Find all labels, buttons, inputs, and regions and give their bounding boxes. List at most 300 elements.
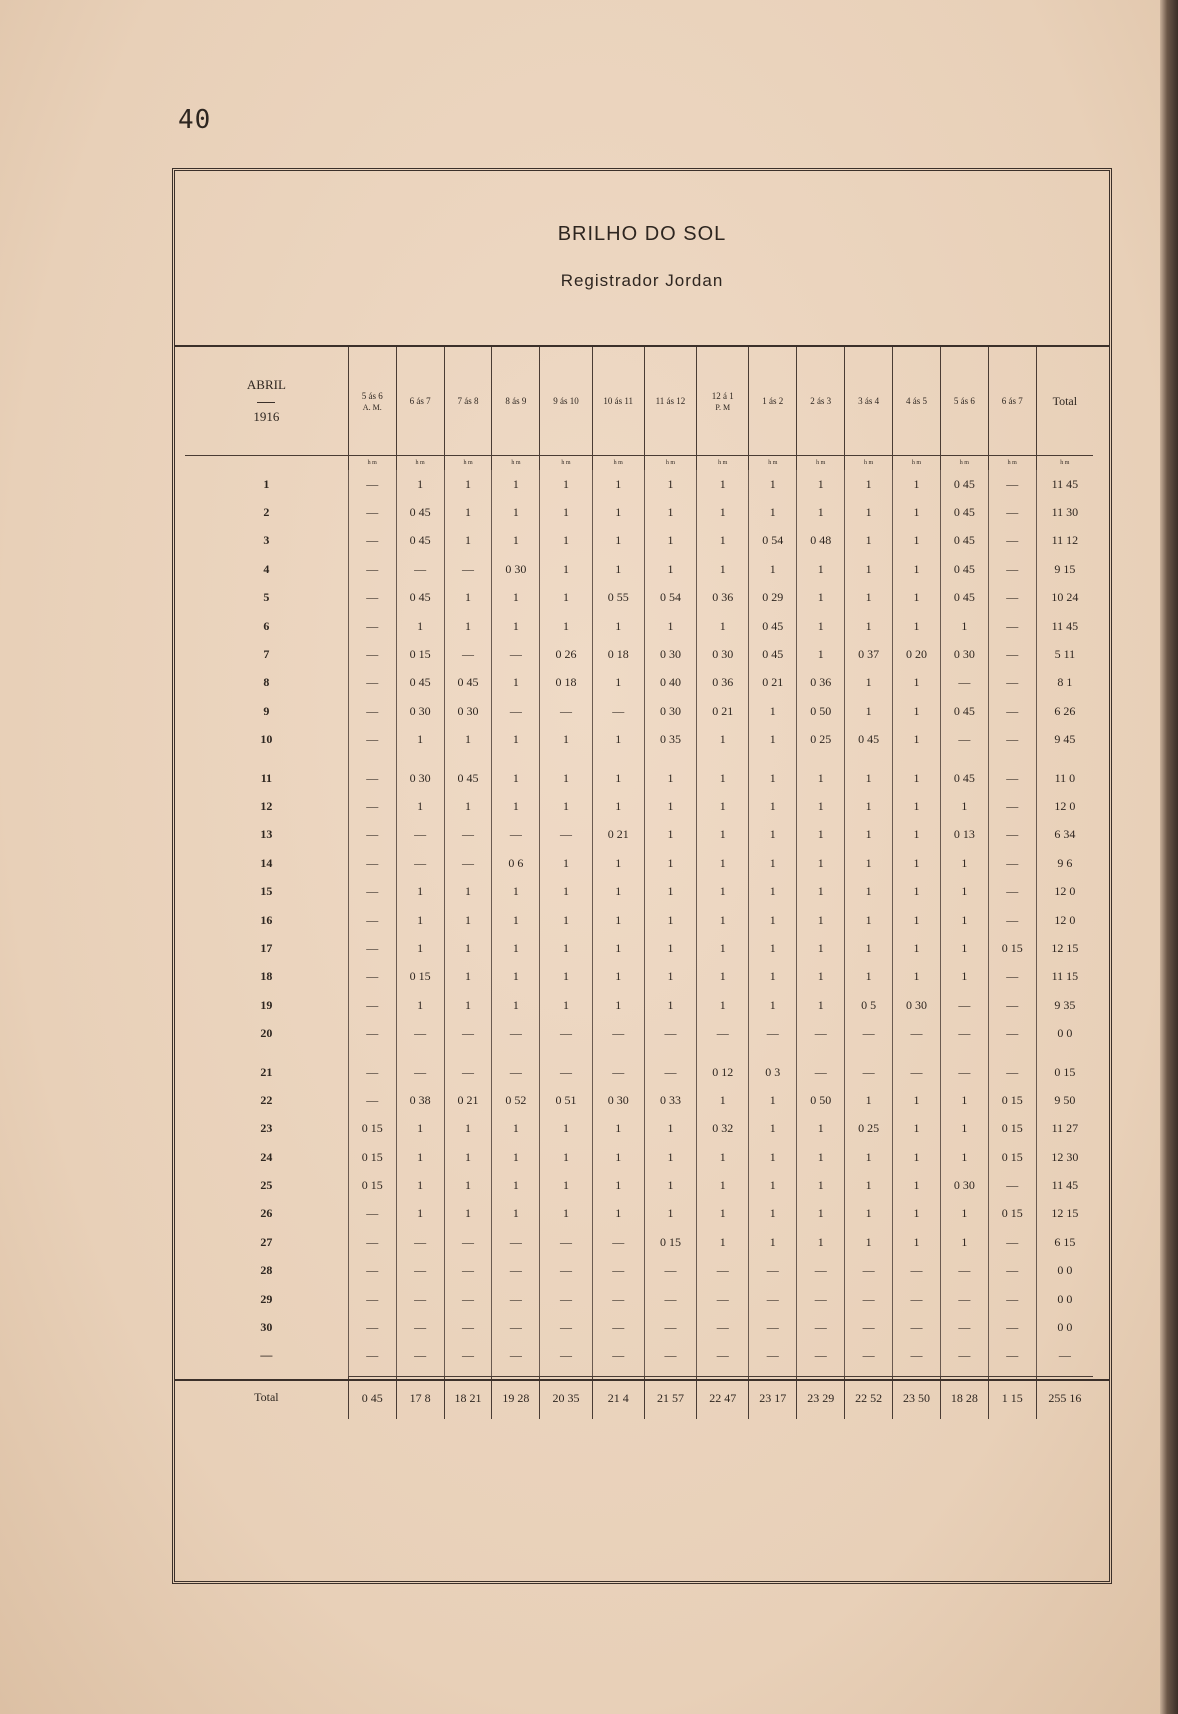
table-cell: —	[940, 991, 988, 1019]
table-cell: —	[444, 640, 492, 668]
table-cell: 1	[396, 792, 444, 820]
table-cell: 1	[540, 612, 592, 640]
table-cell: —	[348, 877, 396, 905]
hour-column-header	[797, 347, 845, 456]
table-row	[185, 584, 1093, 612]
table-cell: 1	[893, 1228, 941, 1256]
day-number: —	[260, 1348, 273, 1363]
table-cell: 1	[749, 470, 797, 498]
column-total: 19 28	[492, 1377, 540, 1420]
table-cell: 1	[644, 877, 696, 905]
table-cell: 0 15	[988, 934, 1036, 962]
day-number: 8	[263, 675, 270, 690]
table-cell: 1	[492, 669, 540, 697]
table-row	[185, 697, 1093, 725]
table-row	[185, 877, 1093, 905]
table-cell: 1	[697, 1200, 749, 1228]
table-cell: 1	[697, 934, 749, 962]
table-cell: 0 15	[644, 1228, 696, 1256]
row-total: 0 15	[1036, 1058, 1093, 1086]
table-cell: 0 37	[845, 640, 893, 668]
table-cell: —	[444, 1285, 492, 1313]
table-cell: 1	[444, 470, 492, 498]
table-cell: —	[444, 1228, 492, 1256]
table-bottom-rule	[175, 1379, 1109, 1381]
row-total: 12 0	[1036, 792, 1093, 820]
unit-label: h m	[444, 456, 492, 471]
table-cell: —	[444, 821, 492, 849]
table-cell: 1	[797, 991, 845, 1019]
table-cell: 1	[492, 498, 540, 526]
table-cell: 1	[492, 877, 540, 905]
table-cell: —	[444, 1019, 492, 1047]
table-cell: —	[444, 849, 492, 877]
table-cell: 0 21	[592, 821, 644, 849]
table-cell: 0 45	[396, 498, 444, 526]
table-row	[185, 963, 1093, 991]
table-cell: 1	[592, 906, 644, 934]
table-row	[185, 669, 1093, 697]
table-cell: 1	[845, 1086, 893, 1114]
table-cell: —	[845, 1019, 893, 1047]
table-cell: 0 30	[940, 640, 988, 668]
table-cell: 0 36	[697, 669, 749, 697]
table-cell: 1	[845, 527, 893, 555]
table-cell: 1	[893, 877, 941, 905]
table-row	[185, 991, 1093, 1019]
table-cell: 0 45	[749, 612, 797, 640]
unit-label: h m	[940, 456, 988, 471]
table-cell: —	[893, 1019, 941, 1047]
table-cell: —	[644, 1257, 696, 1285]
table-cell: 1	[444, 991, 492, 1019]
table-row	[185, 1115, 1093, 1143]
day-number: 7	[263, 647, 270, 662]
table-cell: —	[540, 697, 592, 725]
totals-label: Total	[254, 1390, 279, 1405]
table-cell: —	[988, 498, 1036, 526]
table-cell: 1	[797, 555, 845, 583]
table-cell: —	[592, 1313, 644, 1341]
table-cell: 1	[492, 1143, 540, 1171]
table-cell: —	[797, 1342, 845, 1370]
table-cell: 1	[540, 1171, 592, 1199]
table-row	[185, 1143, 1093, 1171]
row-total: 12 15	[1036, 1200, 1093, 1228]
row-total: 10 24	[1036, 584, 1093, 612]
table-cell: 1	[492, 470, 540, 498]
table-cell: —	[845, 1257, 893, 1285]
table-cell: 0 21	[749, 669, 797, 697]
table-cell: —	[697, 1313, 749, 1341]
table-cell: —	[444, 1313, 492, 1341]
table-cell: —	[492, 697, 540, 725]
table-cell: 1	[540, 470, 592, 498]
table-cell: 1	[540, 1143, 592, 1171]
table-cell: 1	[492, 792, 540, 820]
table-cell: —	[749, 1285, 797, 1313]
table-cell: 1	[592, 527, 644, 555]
table-row	[185, 906, 1093, 934]
table-cell: —	[940, 1058, 988, 1086]
table-cell: —	[348, 1200, 396, 1228]
table-cell: 0 45	[940, 764, 988, 792]
table-cell: 1	[444, 1115, 492, 1143]
table-cell: 1	[592, 991, 644, 1019]
day-number: 5	[263, 590, 270, 605]
table-cell: —	[348, 849, 396, 877]
table-cell: 1	[749, 1200, 797, 1228]
table-cell: 1	[396, 991, 444, 1019]
row-total: 9 6	[1036, 849, 1093, 877]
day-number: 20	[260, 1026, 273, 1041]
table-cell: 1	[697, 991, 749, 1019]
row-total: 0 0	[1036, 1257, 1093, 1285]
table-cell: 0 45	[749, 640, 797, 668]
table-cell: 1	[540, 498, 592, 526]
table-cell: 1	[749, 1143, 797, 1171]
table-cell: 1	[749, 1115, 797, 1143]
table-cell: 0 45	[940, 470, 988, 498]
table-cell: 1	[644, 470, 696, 498]
table-cell: 1	[540, 963, 592, 991]
table-cell: —	[396, 1285, 444, 1313]
table-cell: 1	[749, 1228, 797, 1256]
table-cell: 1	[697, 821, 749, 849]
table-row	[185, 470, 1093, 498]
table-cell: —	[396, 555, 444, 583]
table-cell: 0 54	[644, 584, 696, 612]
table-cell: —	[988, 849, 1036, 877]
table-cell: —	[988, 1342, 1036, 1370]
table-cell: 0 3	[749, 1058, 797, 1086]
table-cell: 1	[644, 963, 696, 991]
column-total: 23 50	[893, 1377, 941, 1420]
unit-label: h m	[1036, 456, 1093, 471]
table-body	[185, 470, 1093, 1370]
table-cell: 1	[492, 612, 540, 640]
table-cell: —	[592, 1019, 644, 1047]
table-cell: —	[940, 1313, 988, 1341]
table-cell: —	[592, 1342, 644, 1370]
hour-column-label: 1 ás 2	[762, 396, 784, 406]
table-cell: —	[540, 1228, 592, 1256]
table-cell: —	[845, 1058, 893, 1086]
table-cell: 1	[396, 1171, 444, 1199]
table-cell: —	[988, 1019, 1036, 1047]
table-cell: 1	[592, 470, 644, 498]
table-cell: —	[797, 1313, 845, 1341]
table-cell: 1	[940, 849, 988, 877]
unit-label: h m	[348, 456, 396, 471]
table-cell: —	[396, 1019, 444, 1047]
hour-column-label: 9 ás 10	[553, 396, 579, 406]
table-cell: 0 45	[396, 669, 444, 697]
table-cell: 1	[749, 764, 797, 792]
table-cell: 1	[845, 1143, 893, 1171]
table-cell: —	[444, 555, 492, 583]
table-cell: —	[396, 1058, 444, 1086]
hour-column-label: 4 ás 5	[905, 396, 927, 406]
table-cell: —	[348, 640, 396, 668]
table-cell: 1	[540, 792, 592, 820]
row-total: 11 0	[1036, 764, 1093, 792]
table-cell: 0 30	[444, 697, 492, 725]
table-cell: 0 36	[697, 584, 749, 612]
table-cell: 1	[396, 726, 444, 754]
hour-column-period: A. M.	[362, 402, 382, 412]
table-cell: —	[988, 1228, 1036, 1256]
table-cell: 1	[749, 792, 797, 820]
table-cell: 1	[444, 1171, 492, 1199]
table-title: BRILHO DO SOL	[557, 223, 727, 245]
table-cell: 1	[444, 498, 492, 526]
month-label: ABRIL	[246, 377, 286, 392]
table-cell: —	[540, 1313, 592, 1341]
table-cell: —	[988, 1058, 1036, 1086]
table-cell: 0 15	[348, 1143, 396, 1171]
hour-column-label: 8 ás 9	[505, 396, 527, 406]
table-cell: 1	[492, 584, 540, 612]
table-cell: 1	[797, 498, 845, 526]
table-cell: 0 30	[396, 764, 444, 792]
table-cell: —	[592, 1257, 644, 1285]
table-cell: 1	[697, 849, 749, 877]
table-row	[185, 1313, 1093, 1341]
table-cell: 1	[940, 934, 988, 962]
table-cell: 1	[492, 906, 540, 934]
column-total: 18 21	[444, 1377, 492, 1420]
table-cell: 1	[893, 1200, 941, 1228]
table-cell: 1	[940, 877, 988, 905]
column-total: 21 57	[644, 1377, 696, 1420]
table-cell: 0 45	[396, 584, 444, 612]
table-row	[185, 1200, 1093, 1228]
table-cell: 1	[797, 877, 845, 905]
table-cell: —	[348, 1086, 396, 1114]
hour-column-label: 5 ás 6	[361, 390, 383, 401]
table-cell: 1	[592, 669, 644, 697]
table-cell: 1	[644, 1171, 696, 1199]
table-cell: 1	[893, 470, 941, 498]
totals-row	[185, 1377, 1093, 1420]
day-number: 28	[260, 1263, 273, 1278]
table-cell: —	[348, 934, 396, 962]
table-cell: 1	[845, 1200, 893, 1228]
table-cell: —	[697, 1342, 749, 1370]
table-row	[185, 527, 1093, 555]
table-cell: 1	[845, 498, 893, 526]
table-row	[185, 612, 1093, 640]
table-cell: 1	[893, 906, 941, 934]
day-number: 29	[260, 1291, 273, 1306]
table-cell: 0 45	[444, 669, 492, 697]
table-cell: 1	[845, 877, 893, 905]
table-cell: —	[893, 1342, 941, 1370]
table-cell: 0 15	[988, 1143, 1036, 1171]
table-cell: 0 15	[988, 1086, 1036, 1114]
table-cell: —	[940, 726, 988, 754]
day-number: 14	[260, 855, 273, 870]
table-cell: 1	[845, 934, 893, 962]
table-cell: 0 15	[988, 1200, 1036, 1228]
table-cell: 1	[644, 764, 696, 792]
row-total: 11 45	[1036, 612, 1093, 640]
table-cell: —	[988, 640, 1036, 668]
table-cell: 1	[749, 555, 797, 583]
table-cell: 1	[893, 792, 941, 820]
table-cell: 1	[845, 584, 893, 612]
column-total: 0 45	[348, 1377, 396, 1420]
table-cell: 1	[540, 584, 592, 612]
table-cell: —	[492, 640, 540, 668]
table-row	[185, 1257, 1093, 1285]
table-cell: 1	[644, 849, 696, 877]
table-cell: 1	[492, 991, 540, 1019]
hour-column-header	[540, 347, 592, 456]
table-cell: 1	[644, 498, 696, 526]
column-total: 23 29	[797, 1377, 845, 1420]
group-gap	[185, 1048, 1093, 1058]
table-cell: 1	[396, 470, 444, 498]
month-year-header	[185, 347, 348, 456]
table-cell: 1	[940, 906, 988, 934]
table-cell: —	[749, 1257, 797, 1285]
row-total: —	[1036, 1342, 1093, 1370]
table-cell: 1	[845, 764, 893, 792]
table-cell: 0 18	[592, 640, 644, 668]
table-cell: 1	[845, 821, 893, 849]
table-cell: 0 52	[492, 1086, 540, 1114]
day-number: 12	[260, 798, 273, 813]
table-cell: —	[396, 1228, 444, 1256]
table-cell: 1	[444, 792, 492, 820]
row-total: 11 30	[1036, 498, 1093, 526]
table-cell: 1	[592, 1143, 644, 1171]
table-cell: —	[348, 1058, 396, 1086]
table-cell: 1	[697, 1171, 749, 1199]
unit-label: h m	[797, 456, 845, 471]
table-cell: 1	[940, 1086, 988, 1114]
hour-column-label: 12 á 1	[711, 390, 734, 401]
day-number: 21	[260, 1064, 273, 1079]
column-total: 21 4	[592, 1377, 644, 1420]
table-cell: —	[644, 1313, 696, 1341]
table-cell: —	[348, 584, 396, 612]
table-row	[185, 726, 1093, 754]
table-cell: 1	[893, 764, 941, 792]
hour-column-label: 11 ás 12	[655, 396, 686, 406]
table-cell: 1	[396, 1115, 444, 1143]
table-cell: —	[940, 1019, 988, 1047]
table-cell: 1	[749, 498, 797, 526]
table-cell: 1	[893, 963, 941, 991]
table-cell: —	[492, 1342, 540, 1370]
table-cell: 1	[592, 612, 644, 640]
table-row	[185, 1058, 1093, 1086]
table-cell: 1	[592, 1171, 644, 1199]
table-cell: 1	[697, 555, 749, 583]
table-cell: —	[845, 1285, 893, 1313]
table-cell: 0 20	[893, 640, 941, 668]
page-number: 40	[178, 105, 212, 135]
table-cell: —	[797, 1285, 845, 1313]
table-cell: 0 15	[396, 640, 444, 668]
table-cell: 1	[492, 527, 540, 555]
table-cell: 1	[540, 991, 592, 1019]
table-cell: —	[492, 1019, 540, 1047]
table-cell: 0 45	[940, 527, 988, 555]
table-row	[185, 1086, 1093, 1114]
table-cell: —	[988, 669, 1036, 697]
table-cell: —	[988, 697, 1036, 725]
table-cell: —	[492, 1058, 540, 1086]
hour-column-header	[940, 347, 988, 456]
table-cell: —	[749, 1313, 797, 1341]
day-number: 9	[263, 703, 270, 718]
table-cell: 1	[749, 697, 797, 725]
table-row	[185, 640, 1093, 668]
table-cell: 1	[797, 1228, 845, 1256]
table-cell: 1	[492, 963, 540, 991]
table-cell: —	[592, 697, 644, 725]
table-cell: 0 30	[893, 991, 941, 1019]
table-cell: 1	[893, 821, 941, 849]
table-row	[185, 1228, 1093, 1256]
book-spine-edge	[1160, 0, 1178, 1714]
day-number: 18	[260, 969, 273, 984]
table-cell: 0 55	[592, 584, 644, 612]
hour-column-header	[492, 347, 540, 456]
table-cell: —	[988, 991, 1036, 1019]
column-total: 18 28	[940, 1377, 988, 1420]
table-cell: —	[845, 1342, 893, 1370]
row-total: 0 0	[1036, 1285, 1093, 1313]
table-cell: 0 45	[940, 584, 988, 612]
row-total: 11 45	[1036, 1171, 1093, 1199]
table-cell: 1	[396, 1200, 444, 1228]
table-cell: 1	[540, 1200, 592, 1228]
hour-column-header	[845, 347, 893, 456]
table-cell: 1	[644, 1115, 696, 1143]
table-cell: 1	[697, 1086, 749, 1114]
table-cell: 1	[893, 1086, 941, 1114]
table-cell: 1	[893, 1115, 941, 1143]
table-cell: 0 21	[444, 1086, 492, 1114]
table-cell: —	[644, 1285, 696, 1313]
table-cell: 1	[644, 527, 696, 555]
unit-label: h m	[644, 456, 696, 471]
table-cell: 1	[893, 1171, 941, 1199]
row-total: 11 27	[1036, 1115, 1093, 1143]
table-cell: 1	[797, 963, 845, 991]
table-cell: —	[348, 669, 396, 697]
unit-label: h m	[396, 456, 444, 471]
hour-column-label: 10 ás 11	[603, 396, 634, 406]
table-cell: —	[797, 1257, 845, 1285]
table-cell: 1	[697, 1143, 749, 1171]
table-cell: 0 30	[644, 697, 696, 725]
table-cell: —	[988, 584, 1036, 612]
table-cell: —	[940, 1285, 988, 1313]
table-cell: —	[940, 1342, 988, 1370]
table-cell: 1	[644, 906, 696, 934]
total-column-header: Total	[1036, 347, 1093, 456]
day-number: 4	[263, 561, 270, 576]
table-cell: 1	[540, 726, 592, 754]
table-cell: 1	[697, 498, 749, 526]
row-total: 11 12	[1036, 527, 1093, 555]
